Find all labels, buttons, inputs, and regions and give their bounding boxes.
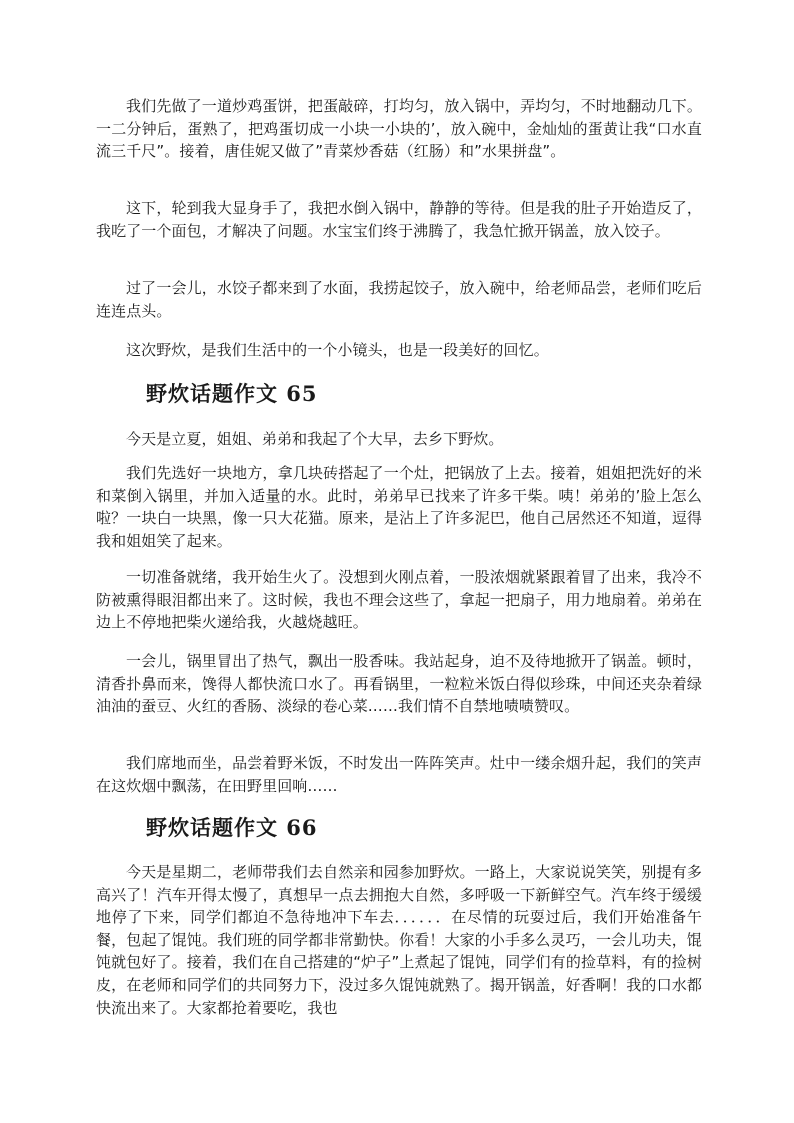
paragraph: 一会儿，锅里冒出了热气，飘出一股香味。我站起身，迫不及待地掀开了锅盖。顿时，清香扑鼻而来，馋得人都快流口水了。再看锅里，一粒粒米饭白得似珍珠，中间还夹杂着绿油油的蚕豆、火红的香肠、淡绿的卷心菜……我们情不自禁地啧啧赞叹。 xyxy=(96,652,702,716)
paragraph: 我们席地而坐，品尝着野米饭，不时发出一阵阵笑声。灶中一缕余烟升起，我们的笑声在这炊烟中飘荡，在田野里回响…… xyxy=(96,754,702,795)
section-heading: 野炊话题作文 66 xyxy=(146,815,318,840)
paragraph: 过了一会儿，水饺子都来到了水面，我捞起饺子，放入碗中，给老师品尝，老师们吃后连连点头。 xyxy=(96,279,702,320)
paragraph: 今天是立夏，姐姐、弟弟和我起了个大早，去乡下野炊。 xyxy=(126,430,504,448)
paragraph: 我们先选好一块地方，拿几块砖搭起了一个灶，把锅放了上去。接着，姐姐把洗好的米和菜倒入锅里，并加入适量的水。此时，弟弟早已找来了许多干柴。咦！弟弟的’脸上怎么啦？一块白一块黑，像一只大花猫。原来，是沾上了许多泥巴，他自己居然还不知道，逗得我和姐姐笑了起来。 xyxy=(96,464,702,550)
paragraph: 今天是星期二，老师带我们去自然亲和园参加野炊。一路上，大家说说笑笑，别提有多高兴了！汽车开得太慢了，真想早一点去拥抱大自然，多呼吸一下新鲜空气。汽车终于缓缓地停了下来，同学们都迫不急待地冲下车去．．．．．．在尽情的玩耍过后，我们开始准备午餐，包起了馄饨。我们班的同学都非常勤快。你看！大家的小手多么灵巧，一会儿功夫，馄饨就包好了。接着，我们在自己搭建的“炉子”上煮起了馄饨，同学们有的捡草料，有的捡树皮，在老师和同学们的共同努力下，没过多久馄饨就熟了。揭开锅盖，好香啊！我的口水都快流出来了。大家都抢着要吃，我也 xyxy=(96,863,702,1017)
section-heading: 野炊话题作文 65 xyxy=(146,381,318,406)
paragraph: 这下，轮到我大显身手了，我把水倒入锅中，静静的等待。但是我的肚子开始造反了，我吃了一个面包，才解决了问题。水宝宝们终于沸腾了，我急忙掀开锅盖，放入饺子。 xyxy=(96,199,702,240)
paragraph: 这次野炊，是我们生活中的一个小镜头，也是一段美好的回忆。 xyxy=(126,341,549,359)
paragraph: 一切准备就绪，我开始生火了。没想到火刚点着，一股浓烟就紧跟着冒了出来，我冷不防被熏得眼泪都出来了。这时候，我也不理会这些了，拿起一把扇子，用力地扇着。弟弟在边上不停地把柴火递给我，火越烧越旺。 xyxy=(96,568,702,632)
paragraph: 我们先做了一道炒鸡蛋饼，把蛋敲碎，打均匀，放入锅中，弄均匀，不时地翻动几下。一二分钟后，蛋熟了，把鸡蛋切成一小块一小块的’，放入碗中，金灿灿的蛋黄让我“口水直流三千尺”。接着，唐佳妮又做了”青菜炒香菇（红肠）和”水果拼盘”。 xyxy=(96,97,702,161)
